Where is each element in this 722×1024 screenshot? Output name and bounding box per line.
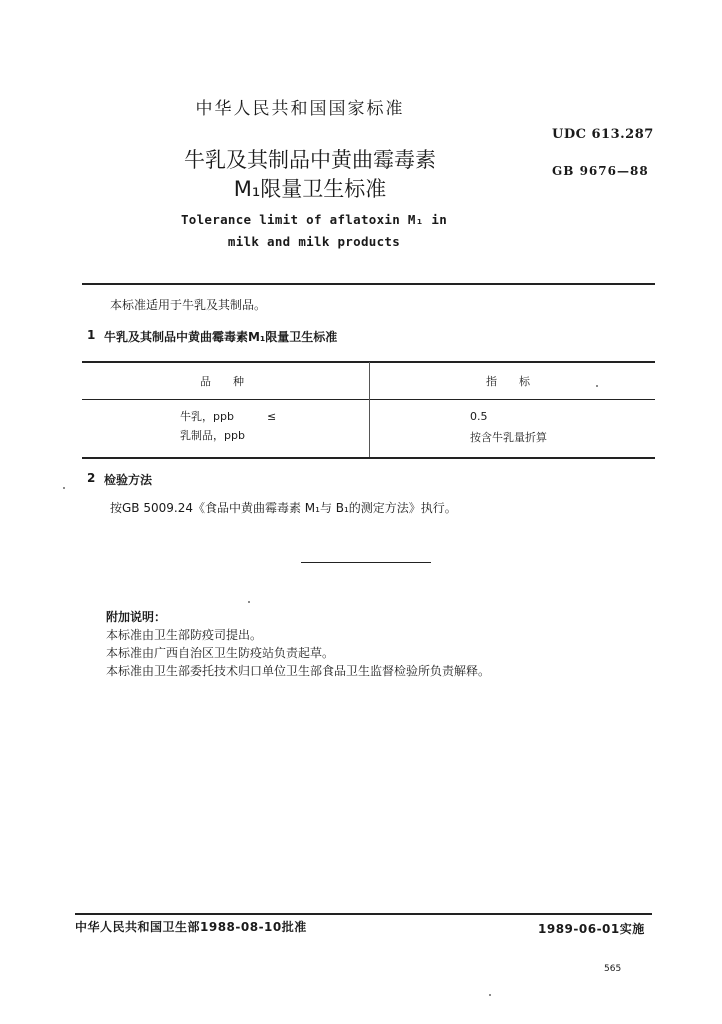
table-bottom-rule (82, 457, 655, 459)
section2-text: 按GB 5009.24《食品中黄曲霉毒素 M₁与 B₁的测定方法》执行。 (110, 501, 457, 515)
notes-heading: 附加说明： (106, 610, 167, 624)
title-zh-line1: 牛乳及其制品中黄曲霉毒素 (184, 148, 436, 172)
section1-title: 牛乳及其制品中黄曲霉毒素M₁限量卫生标准 (104, 330, 338, 344)
end-of-text-rule (301, 562, 431, 563)
effective-date: 1989-06-01实施 (538, 922, 645, 936)
table-row-milk-limit: 0.5 (470, 410, 488, 423)
table-header-variety: 品 种 (200, 375, 244, 388)
title-en-line2: milk and milk products (227, 234, 401, 249)
title-en-line1: Tolerance limit of aflatoxin M₁ in (180, 212, 448, 227)
title-zh-line2: M₁限量卫生标准 (233, 177, 387, 201)
page-number: 565 (604, 964, 622, 974)
udc-code: UDC 613.287 (552, 127, 654, 142)
header-rule (82, 283, 655, 285)
note-line-3: 本标准由卫生部委托技术归口单位卫生部食品卫生监督检验所负责解释。 (106, 664, 491, 678)
note-line-2: 本标准由广西自治区卫生防疫站负责起草。 (106, 646, 335, 660)
section2-number: 2 (87, 471, 96, 485)
footer-rule (75, 913, 652, 915)
table-column-divider (369, 362, 370, 457)
section1-number: 1 (87, 328, 96, 342)
table-row-products-limit: 按含牛乳量折算 (470, 431, 547, 444)
scan-speck (596, 385, 598, 387)
standard-number: GB 9676—88 (552, 164, 649, 178)
approval-statement: 中华人民共和国卫生部1988-08-10批准 (75, 920, 307, 934)
table-header-limit: 指 标 (486, 375, 530, 388)
issuing-country-heading: 中华人民共和国国家标准 (195, 99, 405, 119)
scope-text: 本标准适用于牛乳及其制品。 (110, 298, 267, 312)
section2-title: 检验方法 (104, 473, 153, 487)
table-row-milk-variety: 牛乳，ppb ≤ (180, 410, 277, 423)
scan-speck (489, 994, 491, 996)
note-line-1: 本标准由卫生部防疫司提出。 (106, 628, 263, 642)
scan-speck (63, 487, 65, 489)
table-row-products-variety: 乳制品，ppb (180, 429, 245, 442)
scan-speck (248, 601, 250, 603)
